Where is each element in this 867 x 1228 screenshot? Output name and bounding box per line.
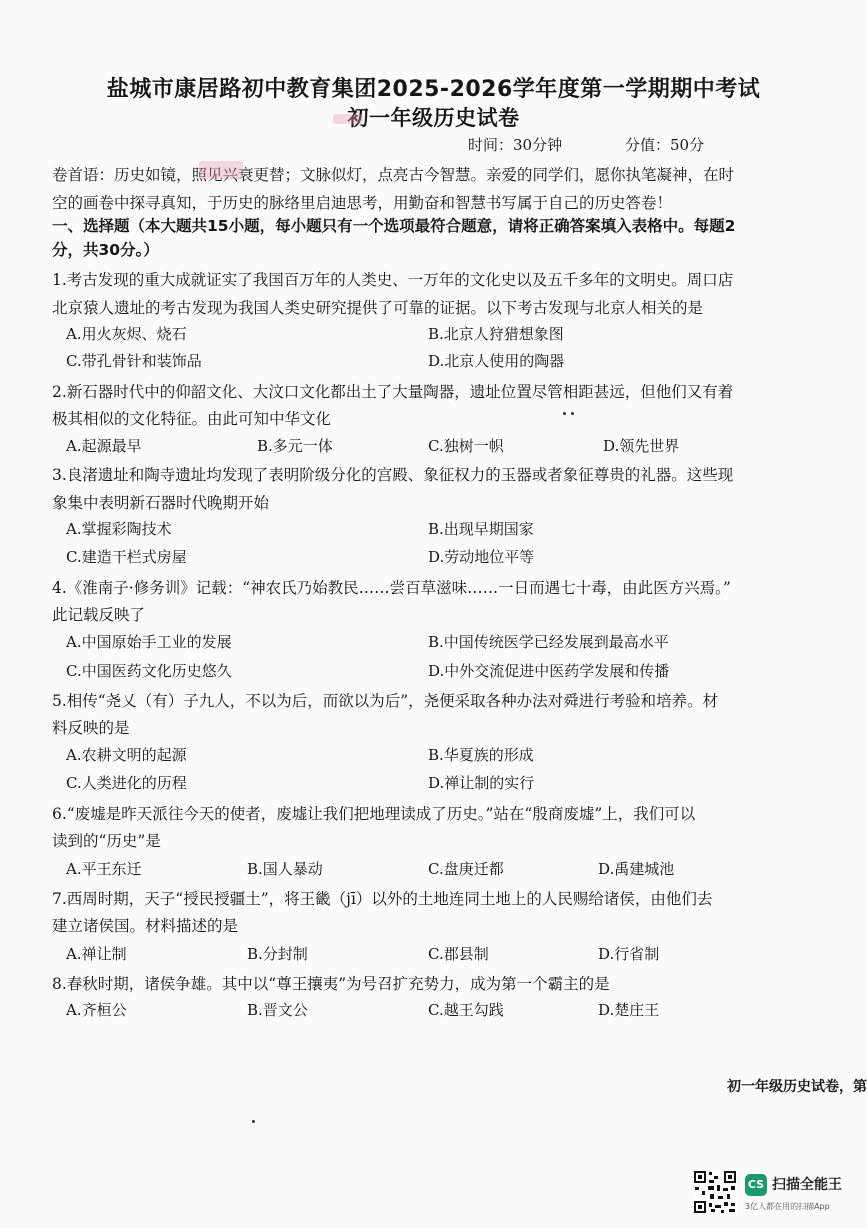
question-2-option-a: A.起源最早 [66, 437, 142, 455]
question-7-line-1: 7.西周时期，天子“授民授疆土”，将王畿（jī）以外的土地连同土地上的人民赐给诸侯，由他们去 [52, 890, 713, 908]
ink-smudge [333, 114, 363, 124]
scan-speck [252, 1120, 255, 1123]
scan-speck [571, 412, 574, 415]
question-5-option-a: A.农耕文明的起源 [66, 746, 187, 764]
question-5-option-c: C.人类进化的历程 [66, 774, 187, 792]
question-3-option-d: D.劳动地位平等 [428, 548, 535, 566]
question-6-option-d: D.禹建城池 [598, 860, 675, 878]
question-4-option-d: D.中外交流促进中医药学发展和传播 [428, 662, 670, 680]
question-6-line-2: 读到的“历史”是 [52, 832, 161, 850]
question-4-option-a: A.中国原始手工业的发展 [66, 633, 232, 651]
question-6-option-b: B.国人暴动 [247, 860, 323, 878]
question-8-option-c: C.越王勾践 [428, 1001, 504, 1019]
question-8-line-1: 8.春秋时期，诸侯争雄。其中以“尊王攘夷”为号召扩充势力，成为第一个霸主的是 [52, 975, 610, 993]
question-1-option-d: D.北京人使用的陶器 [428, 352, 565, 370]
page-footer-label: 初一年级历史试卷，第 [727, 1079, 867, 1095]
question-7-option-d: D.行省制 [598, 945, 660, 963]
question-6-line-1: 6.“废墟是昨天派往今天的使者，废墟让我们把地理读成了历史。”站在“殷商废墟”上，我们可以 [52, 805, 696, 823]
question-2-option-b: B.多元一体 [257, 437, 333, 455]
question-4-option-c: C.中国医药文化历史悠久 [66, 662, 232, 680]
question-6-option-c: C.盘庚迁都 [428, 860, 504, 878]
question-5-option-b: B.华夏族的形成 [428, 746, 534, 764]
scanner-app-slogan: 3亿人都在用的扫描App [745, 1202, 830, 1211]
question-1-option-c: C.带孔骨针和装饰品 [66, 352, 202, 370]
question-1-option-a: A.用火灰烬、烧石 [66, 325, 187, 343]
scanner-app-logo-icon: CS [745, 1174, 767, 1196]
question-5-line-1: 5.相传“尧乂（有）子九人，不以为后，而欲以为后”，尧便采取各种办法对舜进行考验和培养。材 [52, 692, 719, 710]
question-3-option-c: C.建造干栏式房屋 [66, 548, 187, 566]
section-heading-line-2: 分，共30分。） [52, 241, 159, 259]
question-7-line-2: 建立诸侯国。材料描述的是 [52, 917, 239, 935]
question-3-option-a: A.掌握彩陶技术 [66, 520, 172, 538]
question-3-line-2: 象集中表明新石器时代晚期开始 [52, 494, 270, 512]
question-5-line-2: 料反映的是 [52, 719, 130, 737]
question-3-option-b: B.出现早期国家 [428, 520, 534, 538]
question-2-line-1: 2.新石器时代中的仰韶文化、大汶口文化都出土了大量陶器，遗址位置尽管相距甚远，但他们又有着 [52, 383, 734, 401]
exam-time: 时间：30分钟 [468, 136, 563, 154]
question-1-line-2: 北京猿人遗址的考古发现为我国人类史研究提供了可靠的证据。以下考古发现与北京人相关的是 [52, 299, 704, 317]
intro-line-1: 卷首语：历史如镜，照见兴衰更替；文脉似灯，点亮古今智慧。亲爱的同学们，愿你执笔凝神，在时 [52, 166, 735, 184]
question-1-option-b: B.北京人狩猎想象图 [428, 325, 564, 343]
question-5-option-d: D.禅让制的实行 [428, 774, 535, 792]
question-4-option-b: B.中国传统医学已经发展到最高水平 [428, 633, 669, 651]
question-8-option-a: A.齐桓公 [66, 1001, 127, 1019]
question-7-option-c: C.郡县制 [428, 945, 489, 963]
exam-title: 盐城市康居路初中教育集团2025-2026学年度第一学期期中考试 [106, 77, 761, 102]
scanner-app-name: 扫描全能王 [772, 1177, 842, 1193]
question-8-option-d: D.楚庄王 [598, 1001, 660, 1019]
question-4-line-2: 此记载反映了 [52, 606, 146, 624]
intro-line-2: 空的画卷中探寻真知，于历史的脉络里启迪思考，用勤奋和智慧书写属于自己的历史答卷！ [52, 194, 673, 212]
exam-subtitle: 初一年级历史试卷 [347, 106, 520, 130]
question-6-option-a: A.平王东迁 [66, 860, 142, 878]
question-7-option-a: A.禅让制 [66, 945, 127, 963]
section-heading-line-1: 一、选择题（本大题共15小题，每小题只有一个选项最符合题意，请将正确答案填入表格中。每题2 [52, 217, 736, 235]
question-2-line-2: 极其相似的文化特征。由此可知中华文化 [52, 410, 332, 428]
question-4-line-1: 4.《淮南子·修务训》记载：“神农氏乃始教民……尝百草滋味……一日而遇七十毒，由此医方兴焉。” [52, 579, 731, 597]
question-1-line-1: 1.考古发现的重大成就证实了我国百万年的人类史、一万年的文化史以及五千多年的文明史。周口店 [52, 271, 734, 289]
qr-code-icon [693, 1170, 737, 1214]
exam-score: 分值：50分 [625, 136, 705, 154]
question-3-line-1: 3.良渚遗址和陶寺遗址均发现了表明阶级分化的宫殿、象征权力的玉器或者象征尊贵的礼器。这些现 [52, 466, 734, 484]
scan-speck [563, 412, 566, 415]
question-7-option-b: B.分封制 [247, 945, 308, 963]
question-2-option-d: D.领先世界 [603, 437, 680, 455]
question-2-option-c: C.独树一帜 [428, 437, 504, 455]
ink-smudge [199, 161, 243, 179]
question-8-option-b: B.晋文公 [247, 1001, 308, 1019]
